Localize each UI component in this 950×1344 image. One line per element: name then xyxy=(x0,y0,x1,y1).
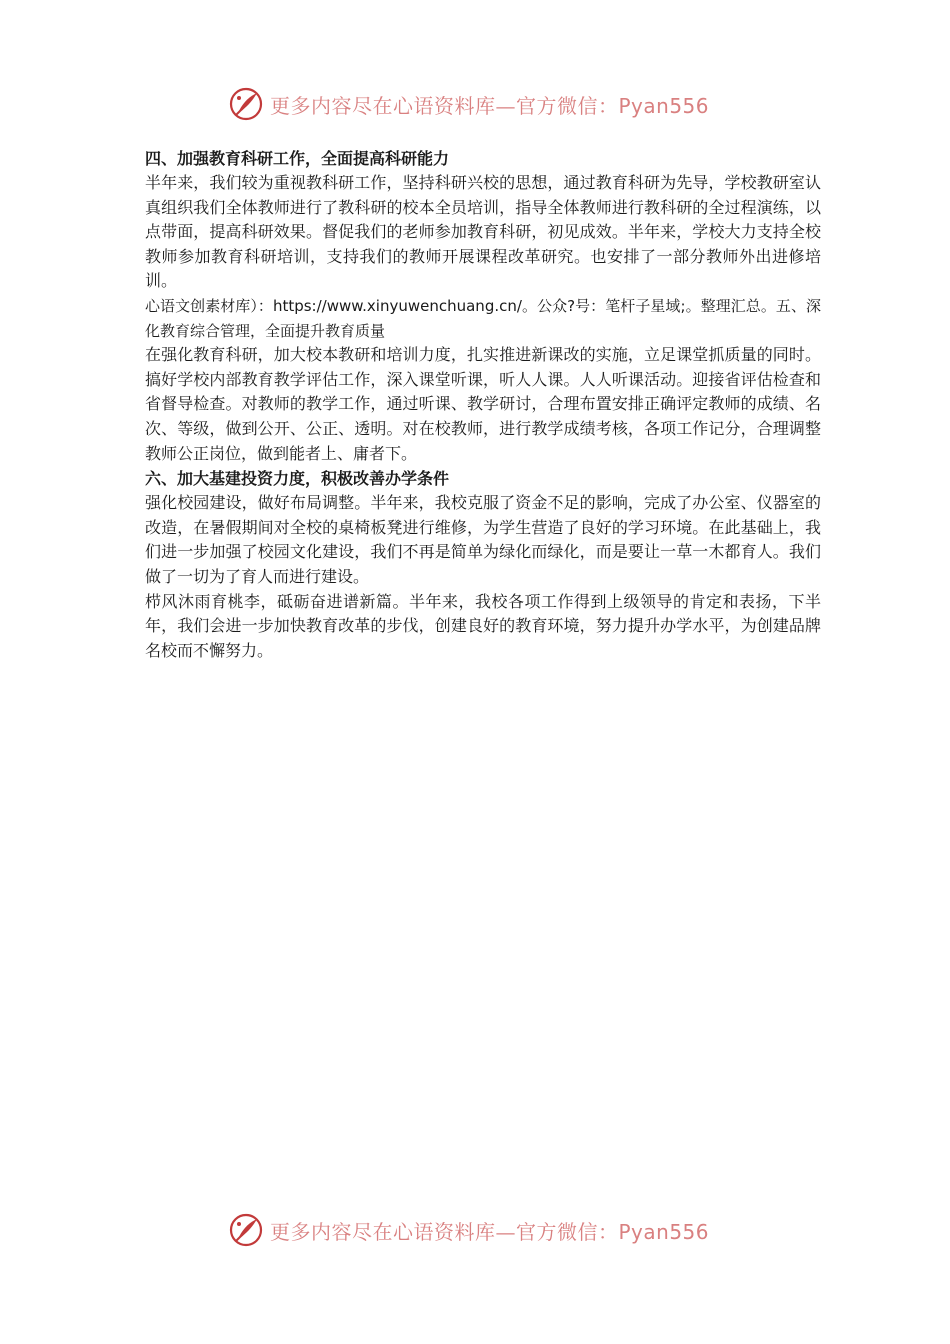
document-body xyxy=(145,146,821,663)
feather-pen-logo-icon xyxy=(228,86,264,122)
banner-text-cn: 更多内容尽在心语资料库—官方微信： xyxy=(270,93,619,118)
feather-pen-logo-icon xyxy=(228,1212,264,1248)
section-5-body: 在强化教育科研，加大校本教研和培训力度，扎实推进新课改的实施，立足课堂抓质量的同时。搞好学校内部教育教学评估工作，深入课堂听课，听人人课。人人听课活动。迎接省评估检查和省督导检查。对教师的教学工作，通过听课、教学研讨，合理布置安排正确评定教师的成绩、名次、等级，做到公开、公正、透明。对在校教师，进行教学成绩考核，各项工作记分，合理调整教师公正岗位，做到能者上、庸者下。 xyxy=(145,345,821,463)
section-6-heading: 六、加大基建投资力度，积极改善办学条件 xyxy=(145,469,450,489)
banner-text xyxy=(270,1216,709,1245)
banner-wechat-id: Pyan556 xyxy=(618,1219,710,1244)
section-6-body: 强化校园建设，做好布局调整。半年来，我校克服了资金不足的影响，完成了办公室、仪器室的改造，在暑假期间对全校的桌椅板凳进行维修，为学生营造了良好的学习环境。在此基础上，我们进一步加强了校园文化建设，我们不再是简单为绿化而绿化，而是要让一草一木都育人。我们做了一切为了育人而进行建设。 xyxy=(145,493,821,586)
section-5-source-and-heading: 心语文创素材库）：https://www.xinyuwenchuang.cn/。公众?号：笔杆子星域;。整理汇总。五、深化教育综合管理，全面提升教育质量 xyxy=(145,296,821,340)
section-4-heading: 四、加强教育科研工作，全面提高科研能力 xyxy=(145,149,450,168)
section-4-body: 半年来，我们较为重视教科研工作，坚持科研兴校的思想，通过教育科研为先导，学校教研室认真组织我们全体教师进行了教科研的校本全员培训，指导全体教师进行教科研的全过程演练，以点带面，提高科研效果。督促我们的老师参加教育科研，初见成效。半年来，学校大力支持全校教师参加教育科研培训，支持我们的教师开展课程改革研究。也安排了一部分教师外出进修培训。 xyxy=(145,173,821,291)
banner-wechat-id: Pyan556 xyxy=(618,93,710,118)
footer-banner xyxy=(0,1210,950,1250)
banner-text xyxy=(270,90,709,119)
closing-paragraph: 栉风沐雨育桃李，砥砺奋进谱新篇。半年来，我校各项工作得到上级领导的肯定和表扬，下半年，我们会进一步加快教育改革的步伐，创建良好的教育环境，努力提升办学水平，为创建品牌名校而不懈努力。 xyxy=(145,591,821,660)
banner-text-cn: 更多内容尽在心语资料库—官方微信： xyxy=(270,1219,619,1244)
header-banner xyxy=(0,84,950,124)
